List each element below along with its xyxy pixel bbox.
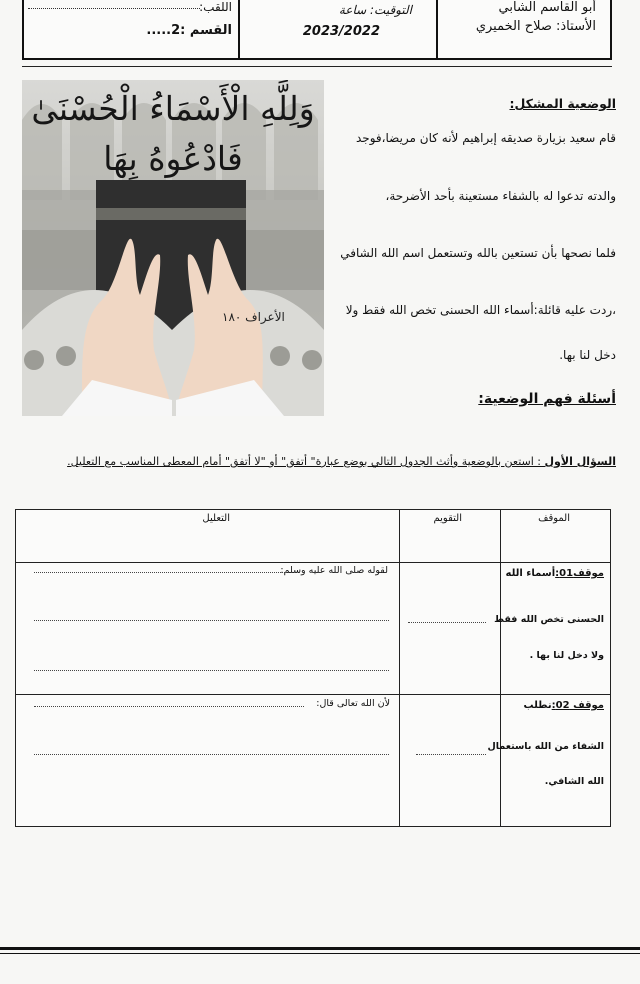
verse-line-2: فَادْعُوهُ بِهَا <box>103 139 243 178</box>
position-2-label: موقف 02: <box>551 700 604 711</box>
quran-verse-poster <box>22 80 324 416</box>
header-justification: التعليل <box>202 513 230 524</box>
header-evaluation: التقويم <box>433 513 462 524</box>
situation-line-3: فلما نصحها بأن تستعين بالله وتستعمل اسم الله الشافي <box>340 246 616 260</box>
position-1-text: أسماء الله <box>505 568 556 579</box>
justification-2-prompt: لأن الله تعالى قال: <box>316 698 390 709</box>
school-name: أبو القاسم الشابي <box>498 0 596 15</box>
situation-line-2: والدته تدعوا له بالشفاء مستعينة بأحد الأضرحة، <box>385 189 616 203</box>
lastname-blank[interactable] <box>28 8 200 9</box>
footer-rule-thick <box>0 947 640 950</box>
evaluation-2-blank[interactable] <box>416 754 486 755</box>
position-2-text: نطلب <box>523 700 552 711</box>
justification-1-blank-a[interactable] <box>34 572 289 573</box>
verse-reference: الأعراف ١٨٠ <box>222 310 285 324</box>
justification-2-blank-a[interactable] <box>34 706 304 707</box>
question-1-label: السؤال الأول <box>544 455 616 468</box>
position-1-line-3: ولا دخل لنا بها . <box>529 650 604 661</box>
verse-calligraphy <box>22 84 324 184</box>
questions-title: أسئلة فهم الوضعية: <box>478 391 616 407</box>
position-2-line-1 <box>524 700 605 711</box>
verse-line-1: وَلِلَّهِ الْأَسْمَاءُ الْحُسْنَىٰ <box>31 89 315 128</box>
situation-line-1: قام سعيد بزيارة صديقه إبراهيم لأنه كان مريضا،فوجد <box>356 131 616 145</box>
position-1-line-1 <box>506 568 605 579</box>
answer-table <box>15 509 611 827</box>
lastname-label: اللقب: <box>199 0 232 14</box>
position-2-line-3: الله الشافي. <box>544 776 604 787</box>
header-divider <box>22 66 612 67</box>
header-row-divider <box>16 562 610 563</box>
school-year: 2023/2022 <box>302 24 380 39</box>
justification-1-blank-c[interactable] <box>34 670 389 671</box>
section-label: القسم :2..... <box>146 23 232 38</box>
situation-title: الوضعية المشكل: <box>509 96 616 111</box>
justification-2-blank-b[interactable] <box>34 754 389 755</box>
header-position: الموقف <box>538 513 570 524</box>
footer-rule-thin <box>0 953 640 954</box>
col-divider-2 <box>500 510 501 826</box>
justification-1-prompt: لقوله صلى الله عليه وسلم: <box>280 565 388 576</box>
student-cell <box>24 0 240 58</box>
teacher-cell <box>438 0 610 58</box>
position-1-label: موقف01: <box>555 568 604 579</box>
time-cell <box>240 0 438 58</box>
duration-label: التوقيت: ساعة <box>338 3 412 17</box>
evaluation-1-blank[interactable] <box>408 622 486 623</box>
question-1-text: : استعن بالوضعية وأثث الجدول التالي بوضع عبارة" أتفق" أو "لا أتفق" أمام المعطى المناسب مع التعليل. <box>67 455 542 468</box>
row-divider <box>16 694 610 695</box>
question-1 <box>67 455 616 468</box>
situation-line-5: دخل لنا بها. <box>559 348 616 362</box>
justification-1-blank-b[interactable] <box>34 620 389 621</box>
header-table <box>22 0 612 60</box>
position-2-line-2: الشفاء من الله باستعمال <box>487 741 604 752</box>
teacher-name: الأستاذ: صلاح الخميري <box>475 19 596 34</box>
situation-line-4: ،ردت عليه قائلة:أسماء الله الحسنى تخص الله فقط ولا <box>345 303 616 317</box>
position-1-line-2: الحسنى تخص الله فقط <box>494 614 604 625</box>
col-divider-1 <box>399 510 400 826</box>
